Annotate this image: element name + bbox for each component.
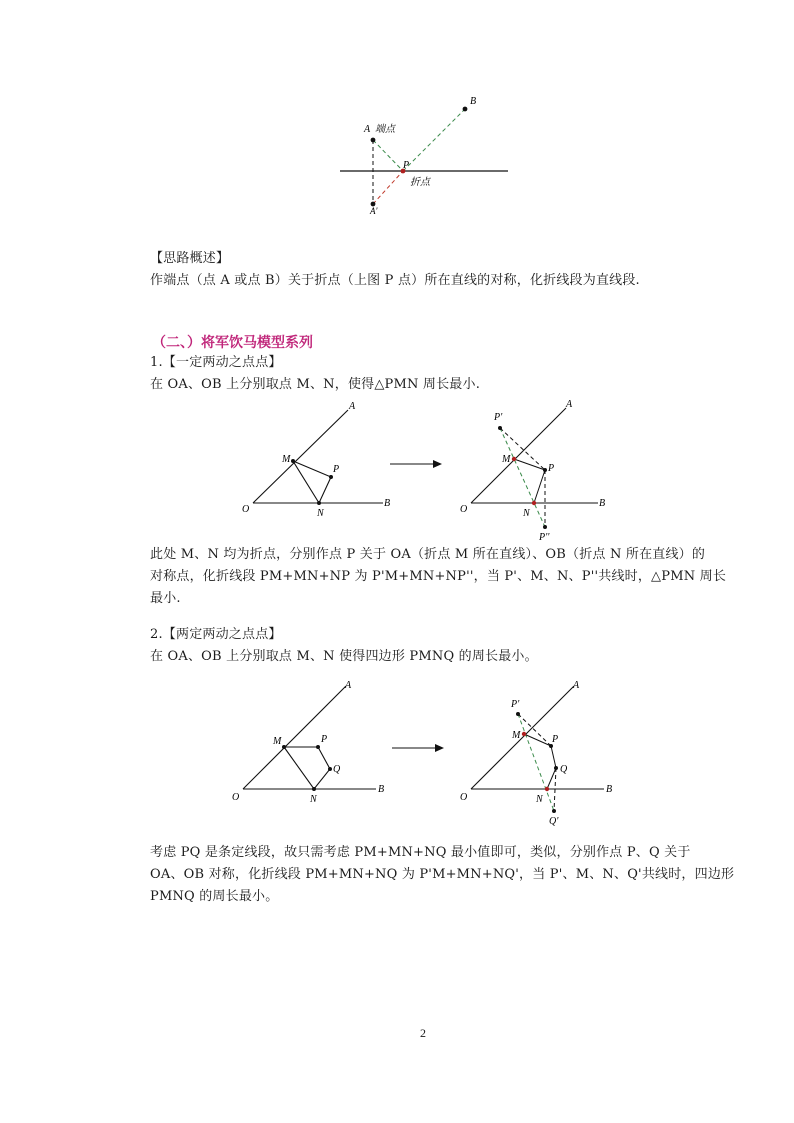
point-A — [371, 138, 376, 143]
label-P: P — [552, 734, 559, 745]
label-A: A — [566, 399, 573, 410]
point-P-prime — [498, 426, 502, 430]
label-P: P — [403, 160, 410, 171]
label-A: A — [345, 680, 352, 691]
point-M — [522, 732, 526, 736]
problem2-explanation-line3: PMNQ 的周长最小。 — [150, 889, 279, 904]
segment-P-Q — [551, 746, 556, 768]
label-P-prime: P' — [494, 412, 503, 423]
problem1-original-diagram — [238, 398, 398, 523]
segment-Pprime-P — [518, 714, 551, 746]
point-N — [317, 501, 321, 505]
label-P-double-prime: P'' — [539, 532, 550, 543]
label-A: A — [573, 680, 580, 691]
label-P: P — [321, 734, 328, 745]
label-B: B — [378, 784, 385, 795]
label-A: A — [349, 401, 356, 412]
label-M: M — [273, 736, 282, 747]
problem1-heading: 1.【一定两动之点点】 — [150, 355, 282, 370]
label-Q: Q — [333, 764, 341, 775]
segment-Aprime-P — [373, 171, 403, 204]
problem2-statement: 在 OA、OB 上分别取点 M、N 使得四边形 PMNQ 的周长最小。 — [150, 649, 538, 664]
label-O: O — [242, 504, 250, 515]
point-M — [291, 459, 295, 463]
point-Q — [328, 767, 332, 771]
label-M: M — [282, 454, 291, 465]
label-O: O — [460, 792, 468, 803]
ray-OA — [253, 410, 348, 503]
label-A-prime: A' — [370, 206, 378, 216]
arrow-right-icon — [388, 458, 444, 470]
point-B — [463, 107, 468, 112]
point-N — [312, 787, 316, 791]
page-number: 2 — [420, 1026, 426, 1040]
point-M — [282, 745, 286, 749]
point-P — [543, 468, 547, 472]
label-N: N — [310, 794, 317, 805]
problem2-explanation-line2: OA、OB 对称，化折线段 PM+MN+NQ 为 P'M+MN+NQ'，当 P'、M、N、Q'共线时，四边形 — [150, 867, 735, 882]
label-Q: Q — [560, 764, 568, 775]
problem1-explanation-line2: 对称点，化折线段 PM+MN+NP 为 P'M+MN+NP''，当 P'、M、N、P''共线时，△PMN 周长 — [150, 569, 727, 584]
label-A: A — [364, 124, 371, 135]
label-B: B — [606, 784, 613, 795]
problem2-heading: 2.【两定两动之点点】 — [150, 627, 282, 642]
segment-A-P — [373, 140, 403, 171]
point-Q-prime — [552, 809, 556, 813]
point-Q — [554, 766, 558, 770]
label-B: B — [384, 498, 391, 509]
problem2-reflected-diagram — [456, 674, 626, 834]
label-B: B — [470, 96, 477, 107]
section-title: （二、）将军饮马模型系列 — [152, 335, 313, 351]
segment-N-P — [534, 470, 545, 503]
idea-title: 【思路概述】 — [150, 251, 230, 266]
label-N: N — [523, 508, 530, 519]
label-N: N — [536, 794, 543, 805]
point-P — [329, 475, 333, 479]
problem2-original-diagram — [228, 674, 398, 809]
point-P-prime — [516, 712, 520, 716]
segment-P-B — [403, 109, 465, 171]
figure-reflection-basic — [330, 88, 520, 223]
label-O: O — [460, 504, 468, 515]
ray-OA — [471, 686, 574, 789]
problem1-statement: 在 OA、OB 上分别取点 M、N，使得△PMN 周长最小. — [150, 377, 481, 392]
label-O: O — [232, 792, 240, 803]
point-P-double-prime — [543, 525, 547, 529]
label-B: B — [599, 498, 606, 509]
problem1-explanation-line3: 最小. — [150, 591, 181, 606]
label-A-note: 端点 — [375, 124, 395, 135]
point-N — [545, 787, 549, 791]
label-P: P — [548, 463, 555, 474]
label-P-note: 折点 — [410, 177, 430, 188]
arrow-right-icon — [390, 742, 446, 754]
quadrilateral-PMNQ — [284, 747, 330, 789]
label-Q-prime: Q' — [549, 816, 559, 827]
problem2-explanation-line1: 考虑 PQ 是条定线段，故只需考虑 PM+MN+NQ 最小值即可，类似，分别作点 P、Q 关于 — [150, 845, 691, 860]
idea-text: 作端点（点 A 或点 B）关于折点（上图 P 点）所在直线的对称，化折线段为直线段. — [150, 273, 640, 288]
triangle-PMN — [293, 461, 331, 503]
problem1-reflected-diagram — [456, 398, 616, 548]
label-P-prime: P' — [511, 699, 520, 710]
label-M: M — [502, 454, 511, 465]
segment-Q-N — [547, 768, 556, 789]
ray-OA — [471, 408, 566, 503]
point-M — [512, 457, 516, 461]
problem1-explanation-line1: 此处 M、N 均为折点，分别作点 P 关于 OA（折点 M 所在直线）、OB（折点 N 所在直线）的 — [150, 547, 706, 562]
point-N — [532, 501, 536, 505]
label-N: N — [317, 508, 324, 519]
ray-OA — [243, 686, 346, 789]
point-P — [316, 745, 320, 749]
label-P: P — [333, 464, 340, 475]
segment-M-P — [524, 734, 551, 746]
label-M: M — [512, 730, 521, 741]
